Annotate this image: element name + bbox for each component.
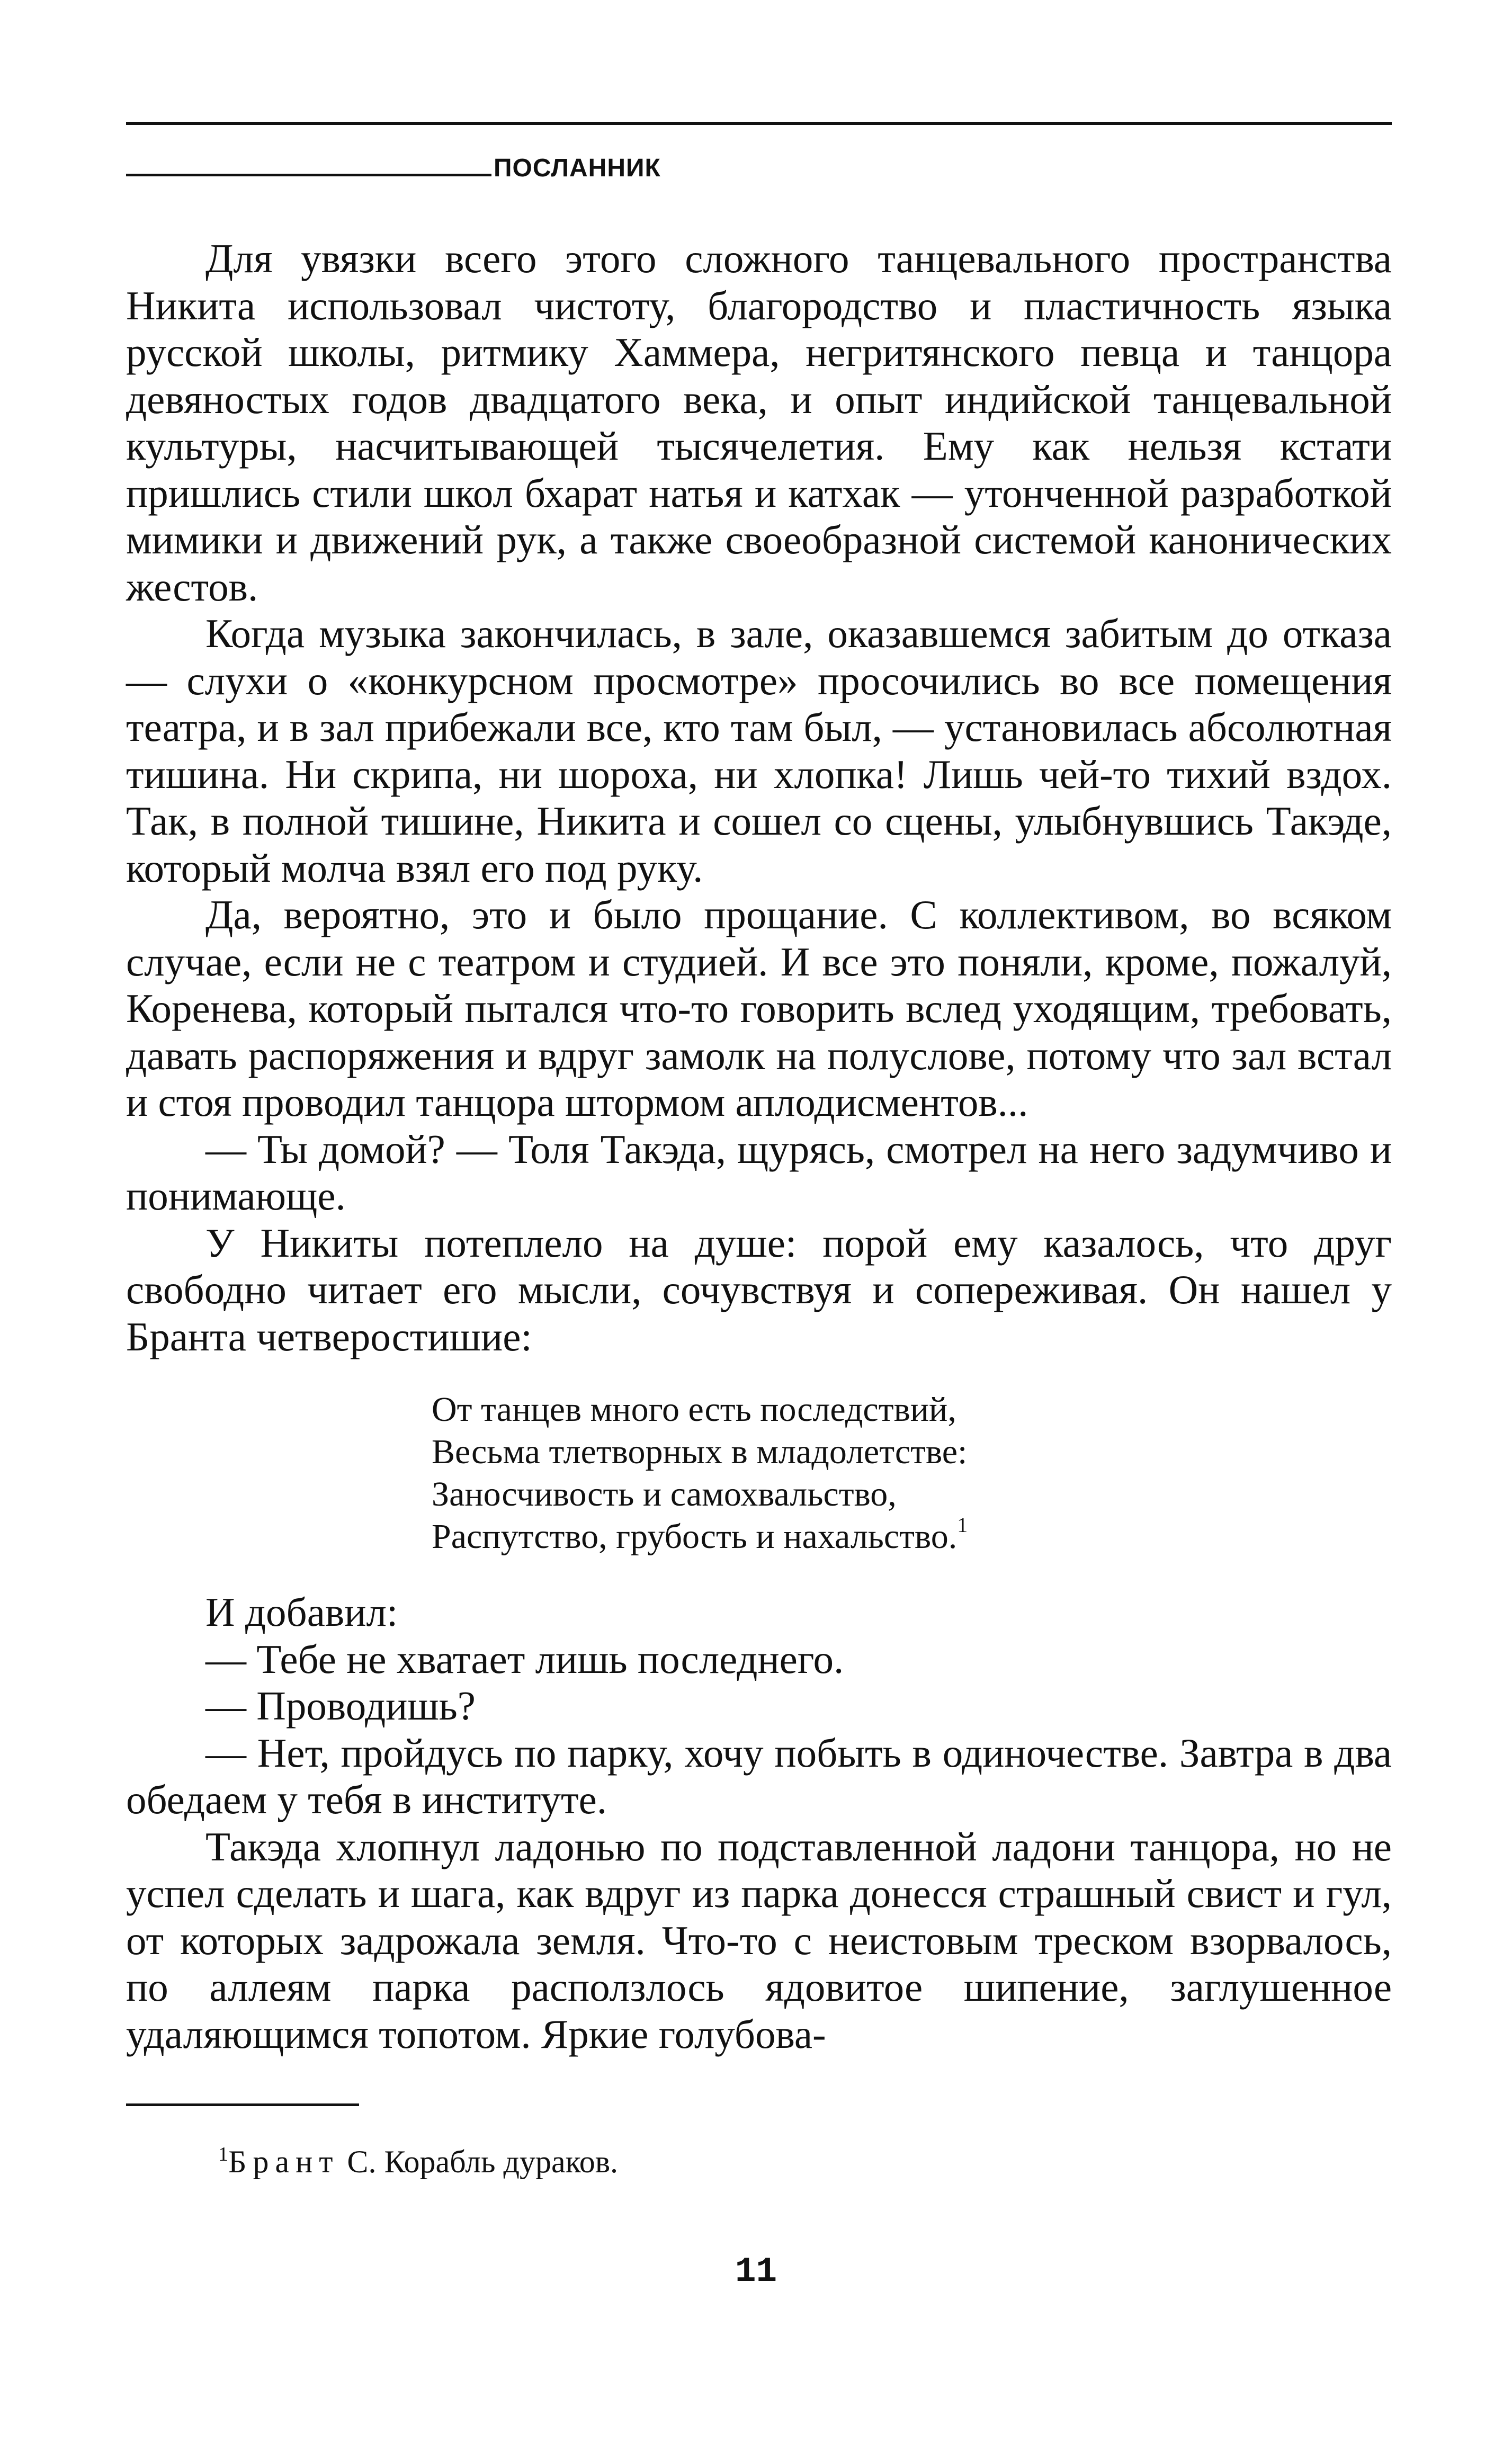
verse-line: От танцев много есть последствий, [432,1390,956,1429]
paragraph: — Нет, пройдусь по парку, хочу побыть в одиночестве. Завтра в два обедаем у тебя в институте. [126,1730,1392,1822]
footnote [218,2141,618,2183]
verse-line-last [432,1513,1392,1558]
body-text [126,235,1392,2057]
header-line [126,174,491,176]
verse-line: Весьма тлетворных в младолетстве: [432,1433,968,1471]
verse-line: Заносчивость и самохвальство, [432,1475,897,1514]
footnote-title: С. Корабль дураков. [339,2144,619,2179]
paragraph: — Тебе не хватает лишь последнего. [205,1636,844,1682]
footnote-number: 1 [218,2143,228,2165]
running-head: ПОСЛАННИК [494,154,661,182]
verse-line-text: Распутство, грубость и нахальство. [432,1517,958,1556]
paragraph: Такэда хлопнул ладонью по подставленной ладони танцора, но не успел сделать и шага, как вдруг из парка донесся страшный свист и гул, от которых задрожала земля. Что-то с неистовым треском взорвалось, по аллеям парка расползлось ядовитое шипение, заглушенное удаляющимся топотом. Яркие голубова- [126,1823,1392,2057]
top-rule [126,122,1392,125]
paragraph: — Проводишь? [205,1683,476,1729]
paragraph: Да, вероятно, это и было прощание. С коллективом, во всяком случае, если не с театром и студией. И все это поняли, кроме, пожалуй, Коренева, который пытался что-то говорить вслед уходящим, требовать, давать распоряжения и вдруг замолк на полуслове, потому что зал встал и стоя проводил танцора штормом аплодисментов... [126,892,1392,1125]
footnote-mark[interactable]: 1 [957,1513,968,1537]
page-number: 11 [735,2252,777,2291]
paragraph: Когда музыка закончилась, в зале, оказавшемся забитым до отказа — слухи о «конкурсном просмотре» просочились во все помещения театра, и в зал прибежали все, кто там был, — установилась абсолютная тишина. Ни скрипа, ни шороха, ни хлопка! Лишь чей-то тихий вздох. Так, в полной тишине, Никита и сошел со сцены, улыбнувшись Такэде, который молча взял его под руку. [126,611,1392,891]
paragraph: — Ты домой? — Толя Такэда, щурясь, смотрел на него задумчиво и понимающе. [126,1126,1392,1219]
footnote-rule [126,2103,359,2106]
footnote-author: Брант [228,2144,339,2179]
verse-quatrain [432,1389,1392,1558]
paragraph: Для увязки всего этого сложного танцевального пространства Никита использовал чистоту, благородство и пластичность языка русской школы, ритмику Хаммера, негритянского певца и танцора девяностых годов двадцатого века, и опыт индийской танцевальной культуры, насчитывающей тысячелетия. Ему как нельзя кстати пришлись стили школ бхарат натья и катхак — утонченной разработкой мимики и движений рук, а также своеобразной системой канонических жестов. [126,236,1392,610]
paragraph: И добавил: [205,1589,398,1635]
paragraph: У Никиты потеплело на душе: порой ему казалось, что друг свободно читает его мысли, сочувствуя и сопереживая. Он нашел у Бранта четверостишие: [126,1220,1392,1359]
